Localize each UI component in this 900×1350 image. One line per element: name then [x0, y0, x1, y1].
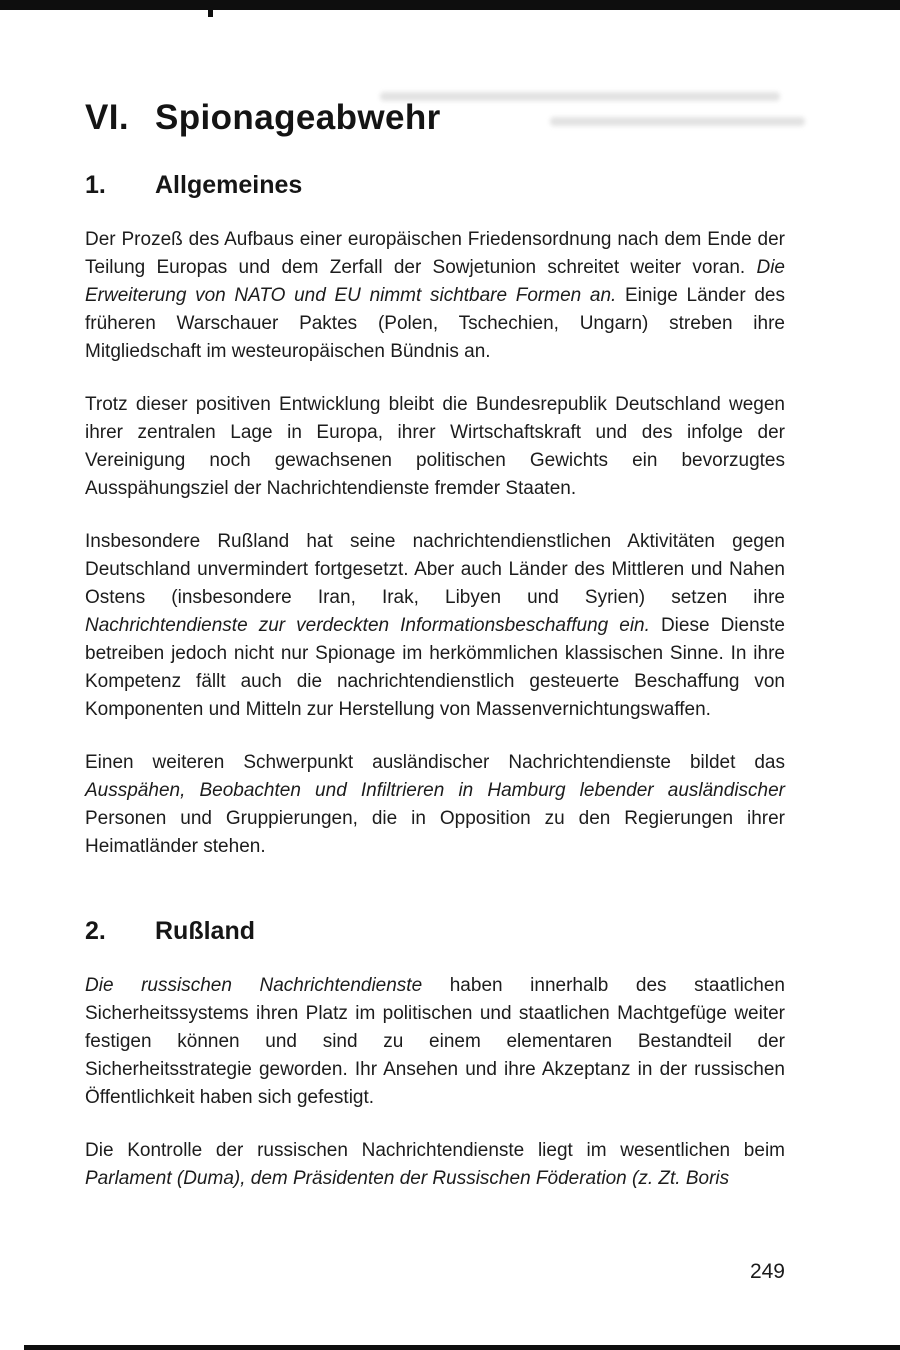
text-run: haben innerhalb des staatlichen Sicherheitssystems ihren Platz im politischen und staatlichen Machtgefüge weiter festigen können und sind zu einem elementaren Bestandteil der Sicherheitsstrategie geworden. Ihr Ansehen und ihre Akzeptanz in der russischen Öffentlichkeit haben sich gefestigt. [85, 975, 785, 1108]
section-number: 2. [85, 917, 106, 945]
text-run-italic: Nachrichtendienste zur verdeckten Informationsbeschaffung ein. [85, 615, 650, 636]
section-title: Rußland [155, 917, 255, 945]
text-run: Die Kontrolle der russischen Nachrichtendienste liegt im wesentlichen beim [85, 1140, 785, 1161]
page-number: 249 [749, 1260, 785, 1283]
paragraph [85, 972, 785, 1112]
section-heading-allgemeines [85, 171, 785, 200]
chapter-heading [85, 98, 785, 138]
section-title: Allgemeines [155, 171, 303, 199]
text-run: Personen und Gruppierungen, die in Opposition zu den Regierungen ihrer Heimatländer stehen. [85, 808, 785, 857]
paragraph [85, 528, 785, 724]
paragraph [85, 1137, 785, 1193]
document-page-content [85, 98, 785, 1193]
scan-artifact-top-bar [0, 0, 900, 10]
text-run: Der Prozeß des Aufbaus einer europäischen Friedensordnung nach dem Ende der Teilung Europas und dem Zerfall der Sowjetunion schreitet weiter voran. [85, 229, 785, 278]
section-heading-russland [85, 917, 785, 946]
text-run: Trotz dieser positiven Entwicklung bleibt die Bundesrepublik Deutschland wegen ihrer zentralen Lage in Europa, ihrer Wirtschaftskraft und des infolge der Vereinigung noch gewachsenen politischen Gewichts ein bevorzugtes Ausspähungsziel der Nachrichtendienste fremder Staaten. [85, 394, 785, 499]
paragraph [85, 226, 785, 366]
text-run-italic: Parlament (Duma), dem Präsidenten der Russischen Föderation (z. Zt. Boris [85, 1168, 730, 1189]
scan-artifact-bottom-bar [24, 1345, 900, 1350]
section-number: 1. [85, 171, 106, 199]
text-run-italic: Die russischen Nachrichtendienste [85, 975, 423, 996]
text-run: Einige Länder des früheren Warschauer Paktes (Polen, Tschechien, Ungarn) streben ihre Mitgliedschaft im westeuropäischen Bündnis an. [85, 285, 785, 362]
scan-artifact-tick-mark [208, 0, 213, 17]
paragraph [85, 749, 785, 861]
text-run: Einen weiteren Schwerpunkt ausländischer Nachrichtendienste bildet das [85, 752, 785, 773]
text-run: Diese Dienste betreiben jedoch nicht nur Spionage im herkömmlichen klassischen Sinne. In ihre Kompetenz fällt auch die nachrichtendienstlich gesteuerte Beschaffung von Komponenten und Mitteln zur Herstellung von Massenvernichtungswaffen. [85, 615, 785, 720]
text-run-italic: Ausspähen, Beobachten und Infiltrieren in Hamburg lebender ausländischer [85, 780, 785, 801]
text-run-italic: Die Erweiterung von NATO und EU nimmt sichtbare Formen an. [85, 257, 785, 306]
chapter-number: VI. [85, 98, 129, 137]
paragraph [85, 391, 785, 503]
text-run: Insbesondere Rußland hat seine nachrichtendienstlichen Aktivitäten gegen Deutschland unvermindert fortgesetzt. Aber auch Länder des Mittleren und Nahen Ostens (insbesondere Iran, Irak, Libyen und Syrien) setzen ihre [85, 531, 785, 608]
chapter-title: Spionageabwehr [155, 98, 441, 137]
